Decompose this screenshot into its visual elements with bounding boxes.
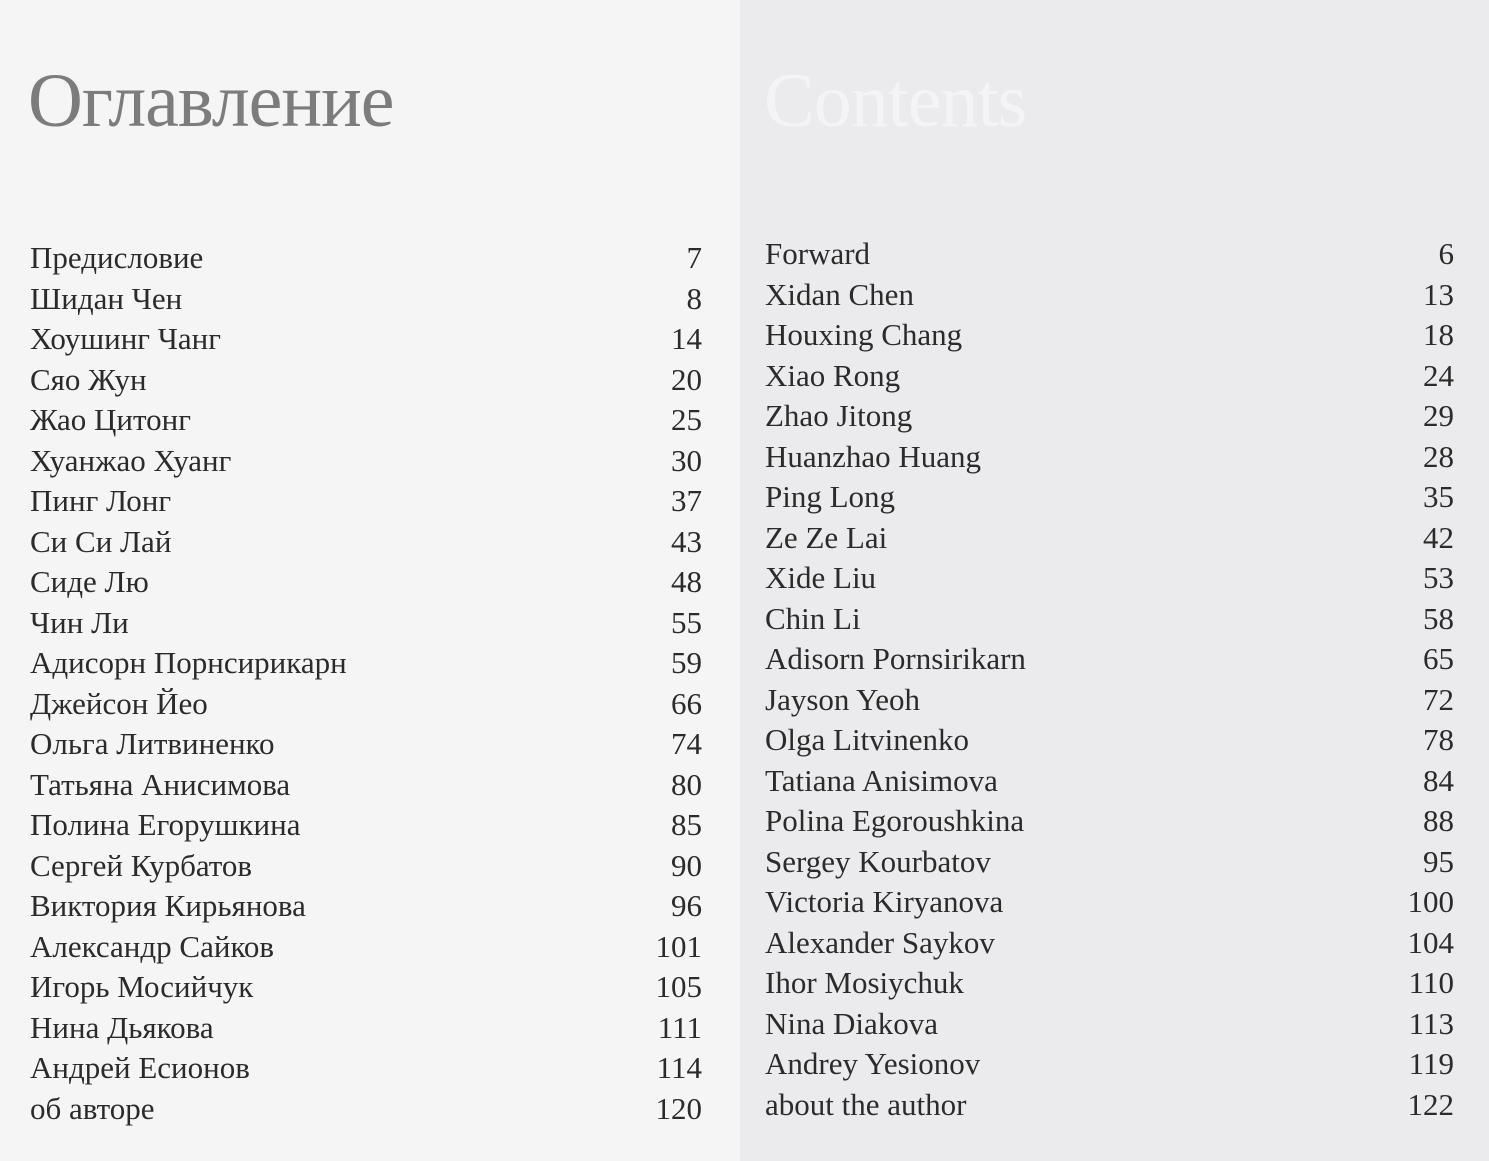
toc-entry-label: об авторе bbox=[30, 1090, 155, 1126]
toc-entry-label: Xiao Rong bbox=[765, 357, 901, 393]
toc-entry-page-number: 7 bbox=[686, 240, 702, 275]
toc-entry bbox=[765, 437, 1454, 478]
toc-entry bbox=[30, 684, 702, 725]
toc-entry-page-number: 28 bbox=[1423, 438, 1454, 474]
toc-entry-page-number: 37 bbox=[671, 483, 702, 518]
toc-entry-page-number: 6 bbox=[1438, 236, 1454, 271]
toc-entry-label: Chin Li bbox=[765, 600, 861, 636]
toc-entry-label: Нина Дьякова bbox=[30, 1009, 214, 1045]
toc-entry-label: Ping Long bbox=[765, 479, 896, 514]
toc-entry-label: Хоушинг Чанг bbox=[30, 321, 221, 356]
toc-entry bbox=[765, 801, 1454, 842]
toc-entry-page-number: 13 bbox=[1423, 276, 1454, 312]
toc-entry-page-number: 96 bbox=[671, 888, 702, 923]
toc-entry bbox=[765, 720, 1454, 761]
toc-entry bbox=[30, 319, 702, 360]
toc-entry bbox=[30, 643, 702, 684]
toc-entry-page-number: 24 bbox=[1423, 357, 1454, 393]
toc-entry bbox=[765, 315, 1454, 356]
toc-entry-label: Alexander Saykov bbox=[765, 924, 995, 960]
toc-entry bbox=[765, 477, 1454, 518]
toc-entry bbox=[765, 275, 1454, 316]
toc-entry-page-number: 120 bbox=[655, 1090, 702, 1126]
toc-entry-page-number: 59 bbox=[671, 645, 702, 680]
toc-entry bbox=[30, 1048, 702, 1089]
toc-entry-page-number: 90 bbox=[671, 847, 702, 883]
toc-entry bbox=[30, 1089, 702, 1130]
toc-entry-page-number: 113 bbox=[1408, 1005, 1454, 1041]
toc-entry-page-number: 14 bbox=[671, 321, 702, 356]
toc-entry-page-number: 95 bbox=[1423, 843, 1454, 879]
toc-entry-label: Игорь Мосийчук bbox=[30, 969, 254, 1004]
toc-entry-label: Виктория Кирьянова bbox=[30, 888, 306, 923]
toc-entry-page-number: 53 bbox=[1423, 560, 1454, 595]
toc-entry-label: Jayson Yeoh bbox=[765, 681, 921, 717]
toc-entry-label: Ze Ze Lai bbox=[765, 519, 888, 555]
toc-entry-label: Жао Цитонг bbox=[30, 402, 191, 437]
toc-entry-label: Пинг Лонг bbox=[30, 483, 172, 518]
toc-entry-label: Предисловие bbox=[30, 240, 204, 275]
toc-entry bbox=[765, 761, 1454, 802]
toc-entry-label: Полина Егорушкина bbox=[30, 807, 301, 842]
toc-entry-page-number: 66 bbox=[671, 685, 702, 721]
toc-entry bbox=[30, 886, 702, 927]
toc-entry-label: Xide Liu bbox=[765, 560, 877, 595]
toc-entry bbox=[30, 846, 702, 887]
toc-entry bbox=[765, 680, 1454, 721]
page-left bbox=[0, 0, 740, 1161]
toc-entry bbox=[765, 842, 1454, 883]
toc-entry-label: Houxing Chang bbox=[765, 317, 963, 352]
toc-entry-label: Andrey Yesionov bbox=[765, 1046, 981, 1081]
page-title-english: Contents bbox=[764, 59, 1027, 143]
toc-entry-label: Huanzhao Huang bbox=[765, 438, 982, 474]
toc-entry bbox=[765, 923, 1454, 964]
toc-entry-label: Сяо Жун bbox=[30, 361, 147, 397]
toc-entry bbox=[30, 805, 702, 846]
toc-entry-page-number: 84 bbox=[1423, 762, 1454, 798]
toc-entry-page-number: 29 bbox=[1423, 398, 1454, 433]
toc-entry bbox=[30, 360, 702, 401]
toc-entry-page-number: 55 bbox=[671, 604, 702, 640]
toc-entry bbox=[765, 1004, 1454, 1045]
toc-entry bbox=[765, 1044, 1454, 1085]
toc-entry bbox=[30, 522, 702, 563]
toc-entry bbox=[30, 603, 702, 644]
page-right bbox=[740, 0, 1489, 1161]
toc-entry-page-number: 111 bbox=[657, 1009, 702, 1045]
toc-entry-page-number: 119 bbox=[1408, 1046, 1454, 1081]
toc-entry-page-number: 43 bbox=[671, 523, 702, 559]
toc-entry-label: Victoria Kiryanova bbox=[765, 884, 1004, 919]
toc-entry-page-number: 114 bbox=[656, 1050, 702, 1085]
toc-entry-page-number: 18 bbox=[1423, 317, 1454, 352]
toc-entry-label: Tatiana Anisimova bbox=[765, 762, 998, 798]
toc-entry bbox=[30, 238, 702, 279]
toc-entry-label: Си Си Лай bbox=[30, 523, 172, 559]
toc-entry-label: Polina Egoroushkina bbox=[765, 803, 1025, 838]
toc-entry bbox=[765, 963, 1454, 1004]
toc-list-russian bbox=[30, 238, 702, 1129]
toc-entry-page-number: 74 bbox=[671, 726, 702, 761]
toc-entry bbox=[30, 562, 702, 603]
toc-entry bbox=[30, 400, 702, 441]
toc-entry-page-number: 101 bbox=[655, 928, 702, 964]
toc-entry-page-number: 110 bbox=[1408, 965, 1454, 1000]
toc-entry bbox=[30, 967, 702, 1008]
toc-entry bbox=[30, 441, 702, 482]
toc-entry-label: Джейсон Йео bbox=[30, 685, 208, 721]
toc-entry-page-number: 65 bbox=[1423, 641, 1454, 676]
toc-entry-label: Сергей Курбатов bbox=[30, 847, 253, 883]
toc-entry-page-number: 104 bbox=[1407, 924, 1454, 960]
toc-entry-label: Adisorn Pornsirikarn bbox=[765, 641, 1026, 676]
toc-entry bbox=[765, 518, 1454, 559]
toc-list-english bbox=[765, 234, 1454, 1125]
toc-entry-page-number: 78 bbox=[1423, 722, 1454, 757]
toc-entry-page-number: 88 bbox=[1423, 803, 1454, 838]
toc-entry-page-number: 72 bbox=[1423, 681, 1454, 717]
toc-entry-page-number: 25 bbox=[671, 402, 702, 437]
toc-entry-label: Forward bbox=[765, 236, 871, 271]
toc-entry bbox=[765, 639, 1454, 680]
toc-entry bbox=[765, 1085, 1454, 1126]
toc-entry-page-number: 42 bbox=[1423, 519, 1454, 555]
toc-entry-label: Адисорн Порнсирикарн bbox=[30, 645, 347, 680]
toc-entry bbox=[765, 558, 1454, 599]
toc-entry-label: Nina Diakova bbox=[765, 1005, 939, 1041]
toc-entry bbox=[765, 599, 1454, 640]
toc-entry bbox=[765, 396, 1454, 437]
toc-entry-label: Александр Сайков bbox=[30, 928, 275, 964]
toc-entry-label: Хуанжао Хуанг bbox=[30, 442, 232, 478]
toc-entry bbox=[30, 927, 702, 968]
toc-entry-page-number: 30 bbox=[671, 442, 702, 478]
toc-entry-label: Шидан Чен bbox=[30, 280, 183, 316]
toc-entry bbox=[30, 1008, 702, 1049]
toc-entry-page-number: 105 bbox=[655, 969, 702, 1004]
toc-entry-page-number: 20 bbox=[671, 361, 702, 397]
toc-entry-label: Zhao Jitong bbox=[765, 398, 913, 433]
toc-entry-label: Sergey Kourbatov bbox=[765, 843, 991, 879]
toc-entry bbox=[30, 481, 702, 522]
toc-entry-label: Ihor Mosiychuk bbox=[765, 965, 964, 1000]
toc-entry-label: Чин Ли bbox=[30, 604, 129, 640]
toc-entry-page-number: 80 bbox=[671, 766, 702, 802]
toc-entry bbox=[765, 234, 1454, 275]
toc-entry-label: Xidan Chen bbox=[765, 276, 914, 312]
toc-entry-page-number: 122 bbox=[1407, 1086, 1454, 1122]
toc-entry-page-number: 100 bbox=[1407, 884, 1454, 919]
toc-entry bbox=[30, 279, 702, 320]
toc-entry bbox=[30, 724, 702, 765]
toc-entry bbox=[30, 765, 702, 806]
toc-entry-label: about the author bbox=[765, 1086, 967, 1122]
toc-entry-page-number: 58 bbox=[1423, 600, 1454, 636]
toc-entry bbox=[765, 882, 1454, 923]
toc-entry-label: Olga Litvinenko bbox=[765, 722, 970, 757]
toc-entry-page-number: 85 bbox=[671, 807, 702, 842]
toc-entry-page-number: 35 bbox=[1423, 479, 1454, 514]
toc-entry bbox=[765, 356, 1454, 397]
toc-entry-label: Сиде Лю bbox=[30, 564, 149, 599]
toc-entry-label: Андрей Есионов bbox=[30, 1050, 250, 1085]
toc-entry-page-number: 8 bbox=[686, 280, 702, 316]
page-title-russian: Оглавление bbox=[28, 59, 394, 143]
toc-entry-label: Татьяна Анисимова bbox=[30, 766, 291, 802]
toc-entry-label: Ольга Литвиненко bbox=[30, 726, 275, 761]
toc-entry-page-number: 48 bbox=[671, 564, 702, 599]
